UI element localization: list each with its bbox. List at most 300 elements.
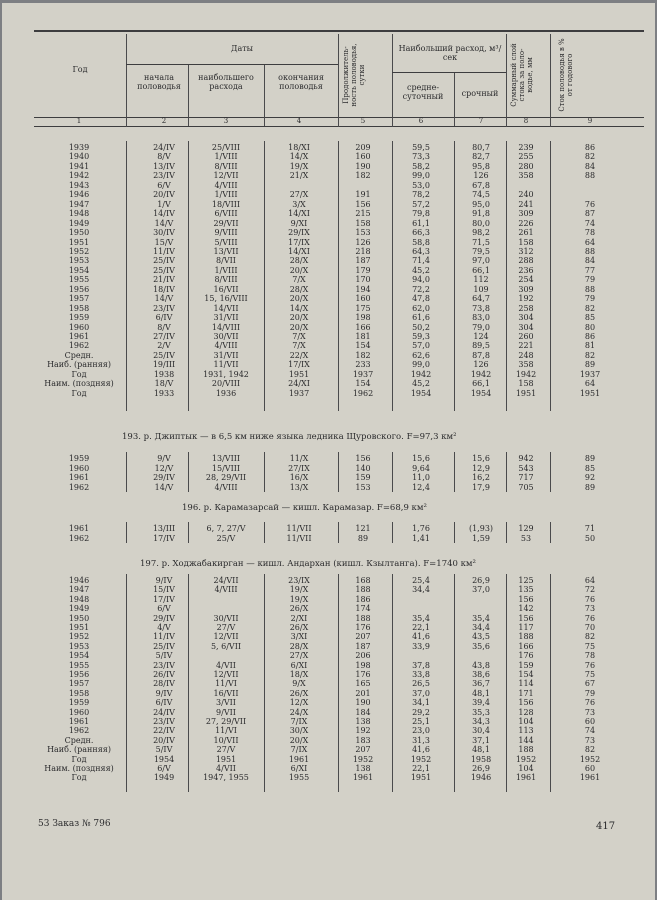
cell-c7: 74,5 — [472, 190, 490, 200]
cell-c6: 37,0 — [412, 688, 430, 698]
s2-divider-7 — [550, 452, 551, 492]
cell-years: 1954 — [68, 651, 90, 661]
cell-c5: 218 — [355, 246, 371, 256]
cell: 15/VIII — [211, 463, 241, 473]
cell-c6: 53,0 — [412, 180, 430, 190]
cell-c2: 13/IV — [153, 161, 175, 171]
cell-c2: 6/V — [157, 604, 171, 614]
s3-divider-1 — [188, 522, 189, 543]
s4-divider-3 — [338, 574, 339, 792]
cell-c2: 1933 — [153, 388, 175, 398]
cell-c8: 176 — [518, 651, 534, 661]
cell-c4: 24/X — [289, 707, 309, 717]
cell-years: 1957 — [68, 294, 90, 304]
cell: 11/X — [289, 454, 309, 463]
cell-c3: 3/VII — [216, 698, 236, 708]
cell-c9: 79 — [584, 294, 596, 304]
cell-c3: 10/VII — [213, 735, 239, 745]
cell-c4: 20/X — [289, 735, 309, 745]
cell-c7: 1946 — [470, 773, 492, 783]
cell: 16/X — [289, 473, 309, 482]
cell-c5: 182 — [355, 350, 371, 360]
cell-c9: 82 — [584, 350, 596, 360]
cell-years: 1939 — [68, 143, 90, 152]
cell-c6: 1951 — [410, 773, 432, 783]
cell-c6: 57,0 — [412, 341, 430, 351]
cell-c2: 25/IV — [153, 265, 175, 275]
cell-c6: 25,1 — [412, 717, 430, 726]
cell-c2: 5/IV — [155, 745, 173, 755]
cell: 50 — [584, 533, 596, 543]
cell-c7: 37,1 — [472, 735, 490, 745]
cell-c5: 126 — [355, 237, 371, 247]
cell: 1961 — [68, 524, 90, 533]
cell-c7: 79,0 — [472, 322, 490, 332]
cell-c6: 79,8 — [412, 209, 430, 219]
cell-c9: 85 — [584, 313, 596, 323]
cell-c6: 72,2 — [412, 284, 430, 294]
header-urgent: срочный — [461, 89, 499, 98]
cell-c2: 6/V — [157, 764, 171, 773]
cell: 27/IX — [288, 463, 310, 473]
cell-c5: 187 — [355, 256, 371, 266]
s2-divider-1 — [188, 452, 189, 492]
cell-c9: 89 — [584, 360, 596, 370]
cell-c8: 125 — [518, 576, 534, 585]
cell-c8: 113 — [518, 726, 534, 736]
cell-c3: 12/VII — [213, 632, 239, 642]
cell-c2: 27/IV — [153, 332, 175, 341]
cell-c5: 209 — [355, 143, 371, 152]
cell-c8: 135 — [518, 585, 534, 595]
cell-c7: 124 — [473, 332, 489, 341]
footer-right: 417 — [596, 821, 616, 832]
cell-c2: 24/IV — [153, 143, 175, 152]
cell-c3: 12/VII — [213, 670, 239, 679]
cell-c3: 1947, 1955 — [203, 773, 249, 783]
cell-c7: 89,5 — [472, 341, 490, 351]
cell-c2: 1954 — [153, 754, 175, 764]
cell-c6: 25,4 — [412, 576, 430, 585]
cell-c4: 7/X — [292, 341, 306, 351]
cell-c2: 1949 — [153, 773, 175, 783]
cell-c7: 1942 — [470, 369, 492, 379]
cell: 1960 — [68, 463, 90, 473]
cell-c4: 2/XI — [290, 613, 308, 623]
cell-years: 1955 — [68, 660, 90, 670]
cell-c4: 14/X — [289, 303, 309, 313]
cell-c5: 165 — [355, 679, 371, 689]
cell-c2: 14/V — [154, 294, 174, 304]
cell: 28, 29/VII — [205, 473, 247, 482]
cell-c4: 3/X — [292, 199, 306, 209]
cell-c3: 11/VI — [215, 726, 237, 736]
cell: 159 — [355, 473, 371, 482]
cell: 92 — [584, 473, 596, 482]
cell-c6: 58,8 — [412, 237, 430, 247]
cell-c6: 23,0 — [412, 726, 430, 736]
cell-c3: 1931, 1942 — [203, 369, 249, 379]
cell-c5: 188 — [355, 613, 371, 623]
cell-c3: 31/VII — [213, 350, 239, 360]
cell-c2: 23/IV — [153, 660, 175, 670]
cell-years: 1956 — [68, 284, 90, 294]
cell-years: 1954 — [68, 265, 90, 275]
cell-years: 1959 — [68, 313, 90, 323]
cell: 15,6 — [412, 454, 430, 463]
cell-c5: 1962 — [352, 388, 374, 398]
cell-c3: 4/VII — [216, 764, 236, 773]
cell-c4: 23/IX — [288, 576, 310, 585]
cell-c4: 20/X — [289, 265, 309, 275]
cell-c7: 26,9 — [472, 576, 490, 585]
cell-c4: 19/X — [289, 585, 309, 595]
cell-c9: 80 — [584, 322, 596, 332]
cell-c4: 19/X — [289, 161, 309, 171]
header-divider-2 — [392, 34, 393, 127]
cell-c7: 126 — [473, 171, 489, 181]
cell: 543 — [518, 463, 534, 473]
header-divider-3 — [506, 34, 507, 127]
cell-c9: 78 — [584, 228, 596, 238]
cell-c8: 171 — [518, 688, 534, 698]
cell-c8: 312 — [518, 246, 534, 256]
cell-c4: 9/XI — [290, 218, 308, 228]
cell-c7: 80,7 — [472, 143, 490, 152]
cell-c7: 64,7 — [472, 294, 490, 304]
cell-years: 1962 — [68, 726, 90, 736]
cell-c6: 62,6 — [412, 350, 430, 360]
cell-c6: 50,2 — [412, 322, 430, 332]
cell-c8: 156 — [518, 698, 534, 708]
cell: 9/V — [157, 454, 171, 463]
cell-c4: 14/X — [289, 152, 309, 162]
cell-c8: 142 — [518, 604, 534, 614]
cell: 1959 — [68, 454, 90, 463]
header-divider-4 — [550, 34, 551, 127]
cell-c2: 23/IV — [153, 717, 175, 726]
cell-c6: 26,5 — [412, 679, 430, 689]
cell-c6: 61,6 — [412, 313, 430, 323]
cell-c7: 66,1 — [472, 379, 490, 389]
cell-c3: 12/VII — [213, 171, 239, 181]
cell-years: 1940 — [68, 152, 90, 162]
cell-c6: 1942 — [410, 369, 432, 379]
cell: 89 — [584, 454, 596, 463]
cell-years: Наиб. (ранняя) — [47, 745, 111, 755]
cell-c5: 201 — [355, 688, 371, 698]
cell-c6: 45,2 — [412, 265, 430, 275]
cell-c6: 78,2 — [412, 190, 430, 200]
cell: 129 — [518, 524, 534, 533]
cell-c2: 11/IV — [153, 246, 175, 256]
cell-c4: 19/X — [289, 594, 309, 604]
cell-c5: 179 — [355, 265, 371, 275]
cell-c9: 79 — [584, 275, 596, 285]
cell-c9: 82 — [584, 303, 596, 313]
s1-divider-3 — [338, 141, 339, 411]
cell-c8: 254 — [518, 275, 534, 285]
header-num: 6 — [418, 117, 424, 125]
cell-c6: 1954 — [410, 388, 432, 398]
cell-c7: 34,3 — [472, 717, 490, 726]
cell-c9: 75 — [584, 670, 596, 679]
cell-c7: 43,8 — [472, 660, 490, 670]
cell-c3: 16/VII — [213, 284, 239, 294]
cell-c8: 192 — [518, 294, 534, 304]
cell-c6: 71,4 — [412, 256, 430, 266]
cell-c3: 18/VIII — [211, 199, 241, 209]
cell-c5: 176 — [355, 623, 371, 632]
cell-c3: 27/V — [216, 623, 236, 632]
s1-divider-7 — [550, 141, 551, 411]
cell-c8: 241 — [518, 199, 534, 209]
header-num: 5 — [360, 117, 366, 125]
cell: 121 — [355, 524, 371, 533]
cell-c5: 170 — [355, 275, 371, 285]
s3-divider-0 — [126, 522, 127, 543]
cell-c9: 81 — [584, 341, 596, 351]
cell-c4: 7/X — [292, 332, 306, 341]
cell-c9: 73 — [584, 604, 596, 614]
cell-c3: 8/VIII — [214, 275, 238, 285]
s3-divider-5 — [454, 522, 455, 543]
cell-c5: 158 — [355, 218, 371, 228]
cell-c5: 215 — [355, 209, 371, 219]
cell-c2: 15/IV — [153, 585, 175, 595]
s2-divider-6 — [506, 452, 507, 492]
cell-c5: 1961 — [352, 773, 374, 783]
cell-c8: 258 — [518, 303, 534, 313]
cell-c5: 188 — [355, 585, 371, 595]
cell-c7: 66,1 — [472, 265, 490, 275]
cell: 140 — [355, 463, 371, 473]
s1-divider-6 — [506, 141, 507, 411]
cell-years: 1952 — [68, 632, 90, 642]
s1-divider-4 — [392, 141, 393, 411]
cell-c6: 22,1 — [412, 623, 430, 632]
cell-c5: 207 — [355, 745, 371, 755]
cell-c8: 236 — [518, 265, 534, 275]
cell-c6: 73,3 — [412, 152, 430, 162]
cell-c7: 1954 — [470, 388, 492, 398]
cell-c4: 29/IX — [288, 228, 310, 238]
cell-c3: 1936 — [215, 388, 237, 398]
header-end: окончания половодья — [278, 73, 324, 92]
cell-c6: 45,2 — [412, 379, 430, 389]
cell-c5: 206 — [355, 651, 371, 661]
cell-c5: 1952 — [352, 754, 374, 764]
cell: 1961 — [68, 473, 90, 482]
cell-c4: 3/XI — [290, 632, 308, 642]
cell-years: 1958 — [68, 303, 90, 313]
cell-c4: 7/IX — [290, 717, 308, 726]
cell-c8: 221 — [518, 341, 534, 351]
cell-c4: 6/XI — [290, 660, 308, 670]
cell-c5: 182 — [355, 171, 371, 181]
cell-c3: 8/VIII — [214, 161, 238, 171]
cell-years: 1951 — [68, 623, 90, 632]
cell-c6: 31,3 — [412, 735, 430, 745]
cell-c2: 28/IV — [153, 679, 175, 689]
cell-c3: 31/VII — [213, 313, 239, 323]
cell-c3: 4/VII — [216, 660, 236, 670]
cell-c4: 27/X — [289, 190, 309, 200]
cell: 13/VIII — [211, 454, 241, 463]
cell-c9: 76 — [584, 698, 596, 708]
header-num: 9 — [587, 117, 593, 125]
cell-c5: 176 — [355, 670, 371, 679]
cell-c8: 158 — [518, 379, 534, 389]
cell-c3: 15, 16/VIII — [204, 294, 248, 304]
cell-c9: 82 — [584, 152, 596, 162]
header-num: 4 — [296, 117, 302, 125]
cell-c3: 8/VII — [216, 256, 236, 266]
cell-c3: 1/VIII — [214, 152, 238, 162]
cell-years: 1942 — [68, 171, 90, 181]
cell-c7: 87,8 — [472, 350, 490, 360]
cell-c5: 175 — [355, 303, 371, 313]
cell-c7: 73,8 — [472, 303, 490, 313]
cell-c5: 156 — [355, 199, 371, 209]
cell: 17,9 — [472, 482, 490, 492]
cell-c2: 15/V — [154, 237, 174, 247]
cell-c4: 20/X — [289, 313, 309, 323]
cell-c5: 184 — [355, 707, 371, 717]
cell-c3: 20/VIII — [211, 379, 241, 389]
cell-c6: 1952 — [410, 754, 432, 764]
cell-c2: 17/IV — [153, 594, 175, 604]
cell-c4: 12/X — [289, 698, 309, 708]
s4-divider-6 — [506, 574, 507, 792]
cell: 25/V — [216, 533, 236, 543]
cell-c7: 112 — [473, 275, 489, 285]
cell-c9: 82 — [584, 632, 596, 642]
cell-c9: 60 — [584, 717, 596, 726]
cell-c2: 22/IV — [153, 726, 175, 736]
cell: 1962 — [68, 533, 90, 543]
header-num: 1 — [76, 117, 82, 125]
cell-c4: 26/X — [289, 688, 309, 698]
cell: 156 — [355, 454, 371, 463]
cell-c8: 166 — [518, 641, 534, 651]
cell: 12,4 — [412, 482, 430, 492]
cell-years: Наиб. (ранняя) — [47, 360, 111, 370]
cell: 89 — [357, 533, 369, 543]
cell-c9: 1961 — [579, 773, 601, 783]
cell-c7: 36,7 — [472, 679, 490, 689]
cell-c5: 207 — [355, 632, 371, 642]
cell: 9,64 — [412, 463, 430, 473]
cell-c8: 114 — [518, 679, 534, 689]
header-peak: наибольшего расхода — [198, 73, 254, 92]
cell-c4: 21/X — [289, 171, 309, 181]
cell-c5: 190 — [355, 161, 371, 171]
cell: 13/III — [152, 524, 176, 533]
cell-c7: 1958 — [470, 754, 492, 764]
cell-c8: 1952 — [515, 754, 537, 764]
cell-c4: 28/X — [289, 641, 309, 651]
cell-c7: 98,2 — [472, 228, 490, 238]
cell-c4: 9/X — [292, 679, 306, 689]
cell-c3: 16/VII — [213, 688, 239, 698]
cell-c5: 198 — [355, 313, 371, 323]
cell-c6: 99,0 — [412, 360, 430, 370]
cell-c8: 104 — [518, 764, 534, 773]
s4-divider-7 — [550, 574, 551, 792]
cell-c2: 23/IV — [153, 171, 175, 181]
cell: 705 — [518, 482, 534, 492]
cell-c5: 166 — [355, 322, 371, 332]
cell-c5: 233 — [355, 360, 371, 370]
cell: 53 — [520, 533, 532, 543]
header-year: Год — [72, 65, 88, 74]
cell-c2: 1/V — [157, 199, 171, 209]
cell-c3: 14/VIII — [211, 322, 241, 332]
cell-years: 1953 — [68, 256, 90, 266]
cell-c6: 57,2 — [412, 199, 430, 209]
cell-c6: 61,1 — [412, 218, 430, 228]
cell-c2: 14/IV — [153, 209, 175, 219]
cell-c2: 6/V — [157, 180, 171, 190]
cell-c7: 82,7 — [472, 152, 490, 162]
cell-c8: 309 — [518, 209, 534, 219]
cell-c7: 48,1 — [472, 745, 490, 755]
cell-c4: 17/IX — [288, 237, 310, 247]
cell-c9: 86 — [584, 332, 596, 341]
section-3-title: 196. р. Карамазарсай — кишл. Карамазар. F=68,9 км² — [182, 503, 427, 513]
cell-c2: 29/IV — [153, 613, 175, 623]
header-duration: Продолжитель- ность половодья, сутки — [342, 43, 366, 107]
cell-c9: 73 — [584, 735, 596, 745]
cell: 89 — [584, 482, 596, 492]
cell-c2: 2/V — [157, 341, 171, 351]
cell-c3: 13/VII — [213, 246, 239, 256]
cell-c3: 4/VIII — [214, 180, 238, 190]
cell-years: Год — [71, 754, 87, 764]
dates-underline — [126, 64, 338, 65]
cell-c5: 192 — [355, 726, 371, 736]
cell-c7: 95,8 — [472, 161, 490, 171]
cell-c3: 5, 6/VII — [210, 641, 242, 651]
cell-c9: 76 — [584, 199, 596, 209]
cell-c4: 6/XI — [290, 764, 308, 773]
s3-divider-6 — [506, 522, 507, 543]
cell-c9: 77 — [584, 265, 596, 275]
cell-c7: 80,0 — [472, 218, 490, 228]
cell-c4: 20/X — [289, 294, 309, 304]
cell-c7: 67,8 — [472, 180, 490, 190]
cell-c4: 22/X — [289, 350, 309, 360]
cell-c9: 1937 — [579, 369, 601, 379]
cell-c2: 25/IV — [153, 641, 175, 651]
cell-c6: 29,2 — [412, 707, 430, 717]
cell-years: 1955 — [68, 275, 90, 285]
cell-c9: 74 — [584, 726, 596, 736]
cell-c9: 60 — [584, 764, 596, 773]
cell-c9: 70 — [584, 623, 596, 632]
s4-divider-4 — [392, 574, 393, 792]
cell-c4: 18/XI — [288, 143, 310, 152]
cell-years: 1946 — [68, 190, 90, 200]
cell-years: 1953 — [68, 641, 90, 651]
cell-c8: 158 — [518, 237, 534, 247]
cell-c2: 30/IV — [153, 228, 175, 238]
cell-c7: 39,4 — [472, 698, 490, 708]
cell-c9: 72 — [584, 585, 596, 595]
cell-c7: 43,5 — [472, 632, 490, 642]
cell-c4: 18/X — [289, 670, 309, 679]
